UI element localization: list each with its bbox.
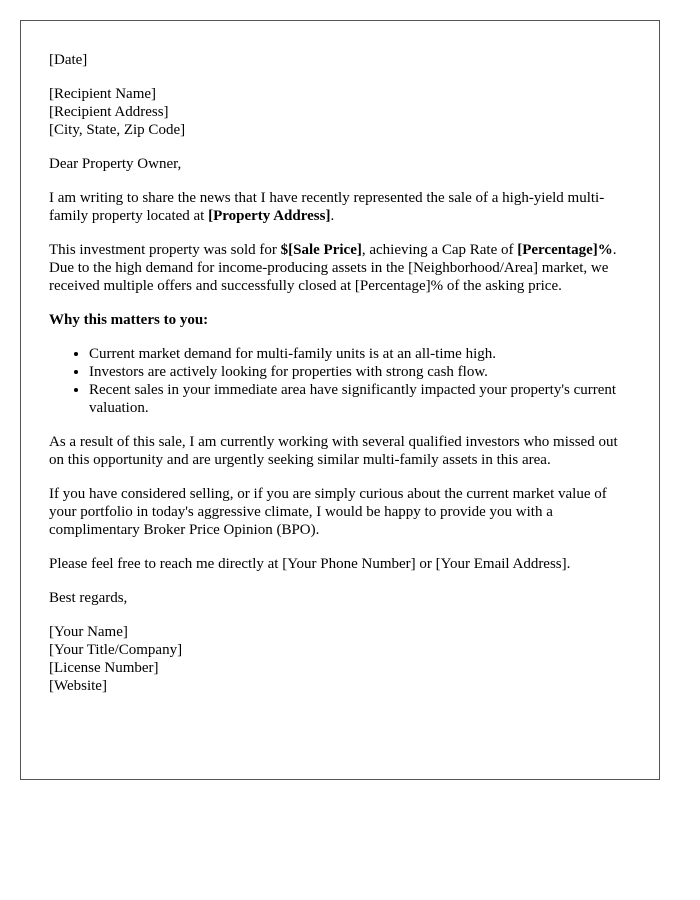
list-item: • Recent sales in your immediate area have significantly impacted your property's current valuation.	[89, 381, 631, 417]
intro-text: I am writing to share the news that I have recently represented the sale of a high-yield multi-family property located at	[49, 190, 605, 224]
signature-block	[49, 623, 631, 695]
letter-date: [Date]	[49, 52, 88, 68]
contact-paragraph: Please feel free to reach me directly at [Your Phone Number] or [Your Email Address].	[49, 556, 571, 572]
cap-rate-placeholder: [Percentage]%	[517, 242, 613, 258]
intro-end: .	[330, 208, 335, 224]
sale-price-placeholder: $[Sale Price]	[280, 242, 362, 258]
closing: Best regards,	[49, 590, 128, 606]
sale-text-3: . Due to the high demand for income-producing assets in the [Neighborhood/Area] market, we received multiple offers and successfully closed at [Percentage]% of the asking price.	[49, 242, 617, 294]
sale-text-2: , achieving a Cap Rate of	[361, 242, 518, 258]
sale-paragraph	[49, 241, 631, 295]
reasons-list	[49, 345, 631, 417]
signature-name: [Your Name]	[49, 624, 128, 640]
investors-paragraph: As a result of this sale, I am currently working with several qualified investors who missed out on this opportunity and are urgently seeking similar multi-family assets in this area.	[49, 434, 618, 468]
intro-paragraph	[49, 189, 631, 225]
signature-license: [License Number]	[49, 660, 159, 676]
sale-text-1: This investment property was sold for	[49, 242, 281, 258]
why-heading: Why this matters to you:	[49, 312, 209, 328]
recipient-block	[49, 85, 631, 139]
list-item: • Investors are actively looking for properties with strong cash flow.	[89, 363, 631, 381]
offer-paragraph: If you have considered selling, or if you are simply curious about the current market value of your portfolio in today's aggressive climate, I would be happy to provide you with a complimentary Broker Price Opinion (BPO).	[49, 486, 607, 538]
list-item: • Current market demand for multi-family units is at an all-time high.	[89, 345, 631, 363]
salutation: Dear Property Owner,	[49, 156, 182, 172]
recipient-name: [Recipient Name]	[49, 86, 157, 102]
signature-title-company: [Your Title/Company]	[49, 642, 183, 658]
letter-document	[20, 20, 660, 780]
recipient-address: [Recipient Address]	[49, 104, 169, 120]
signature-website: [Website]	[49, 678, 107, 694]
property-address-placeholder: [Property Address]	[208, 208, 331, 224]
recipient-city-state-zip: [City, State, Zip Code]	[49, 122, 186, 138]
